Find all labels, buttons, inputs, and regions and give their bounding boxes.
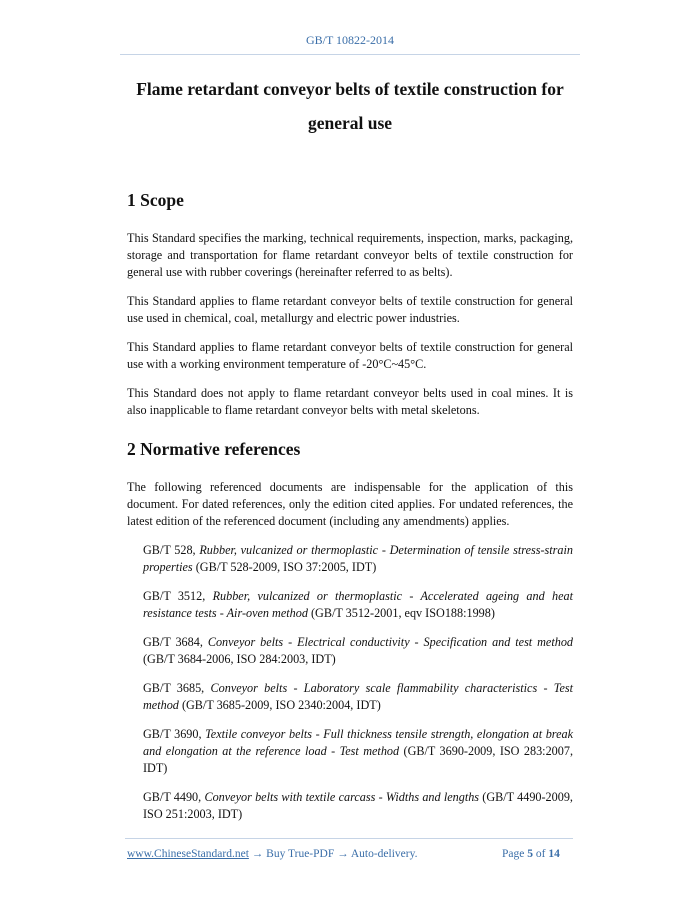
reference-title: Textile conveyor belts - Full thickness tensile strength, elongation at break and elongation at the reference load - Test method — [143, 727, 574, 758]
total-pages-number: 14 — [548, 848, 560, 860]
reference-note: (GB/T 528-2009, ISO 37:2005, IDT) — [192, 560, 377, 574]
scope-paragraph: This Standard does not apply to flame retardant conveyor belts used in coal mines. It is also inapplicable to flame retardant conveyor belts with metal skeletons. — [127, 386, 573, 417]
footer-divider — [125, 838, 573, 839]
reference-code: GB/T 3690, — [143, 727, 206, 741]
reference-entry — [143, 789, 573, 823]
header-divider — [120, 54, 580, 55]
reference-entry — [143, 542, 573, 576]
references-intro-paragraph: The following referenced documents are indispensable for the application of this document. For dated references, only the edition cited applies. For undated references, the latest edition of the referenced document (including any amendments) applies. — [127, 480, 573, 528]
reference-note: (GB/T 3685-2009, ISO 2340:2004, IDT) — [178, 698, 381, 712]
reference-entry — [143, 588, 573, 622]
reference-note: (GB/T 3512-2001, eqv ISO188:1998) — [307, 606, 495, 620]
section-heading-scope: 1 Scope — [127, 190, 184, 210]
page-indicator — [502, 848, 560, 860]
scope-paragraph: This Standard applies to flame retardant conveyor belts of textile construction for general use with a working environment temperature of -20°C~45°C. — [127, 340, 573, 371]
reference-note: (GB/T 4490-2009, ISO 251:2003, IDT) — [143, 790, 573, 821]
reference-code: GB/T 4490, — [143, 790, 205, 804]
reference-title: Rubber, vulcanized or thermoplastic - Determination of tensile stress-strain properties — [143, 543, 574, 574]
reference-title: Rubber, vulcanized or thermoplastic - Accelerated ageing and heat resistance tests - Air-oven method — [143, 589, 573, 620]
reference-note: (GB/T 3684-2006, ISO 284:2003, IDT) — [143, 652, 336, 666]
footer-promo-text: → Buy True-PDF → Auto-delivery. — [248, 848, 418, 860]
scope-paragraph: This Standard applies to flame retardant conveyor belts of textile construction for general use used in chemical, coal, metallurgy and electric power industries. — [127, 294, 573, 325]
reference-entry — [143, 726, 573, 777]
reference-note: (GB/T 3690-2009, ISO 283:2007, IDT) — [143, 744, 573, 775]
reference-code: GB/T 3684, — [143, 635, 208, 649]
document-title: Flame retardant conveyor belts of textile construction for general use — [136, 79, 564, 133]
website-link[interactable]: www.ChineseStandard.net — [127, 848, 249, 860]
header-standard-code: GB/T 10822-2014 — [305, 33, 395, 47]
reference-code: GB/T 528, — [143, 543, 200, 557]
page-label: Page — [502, 848, 528, 860]
section-heading-normative-references: 2 Normative references — [127, 439, 301, 459]
reference-entry — [143, 634, 573, 668]
reference-code: GB/T 3512, — [143, 589, 213, 603]
reference-code: GB/T 3685, — [143, 681, 211, 695]
of-label: of — [532, 848, 549, 860]
scope-paragraph: This Standard specifies the marking, technical requirements, inspection, marks, packaging, storage and transportation for flame retardant conveyor belts of textile construction for general use with rubber coverings (hereinafter referred to as belts). — [127, 231, 573, 279]
current-page-number: 5 — [527, 848, 533, 860]
reference-entry — [143, 680, 573, 714]
reference-title: Conveyor belts - Electrical conductivity - Specification and test method — [207, 635, 574, 649]
footer-promo — [127, 848, 417, 860]
reference-title: Conveyor belts with textile carcass - Widths and lengths — [204, 790, 480, 804]
reference-title: Conveyor belts - Laboratory scale flammability characteristics - Test method — [143, 681, 574, 712]
